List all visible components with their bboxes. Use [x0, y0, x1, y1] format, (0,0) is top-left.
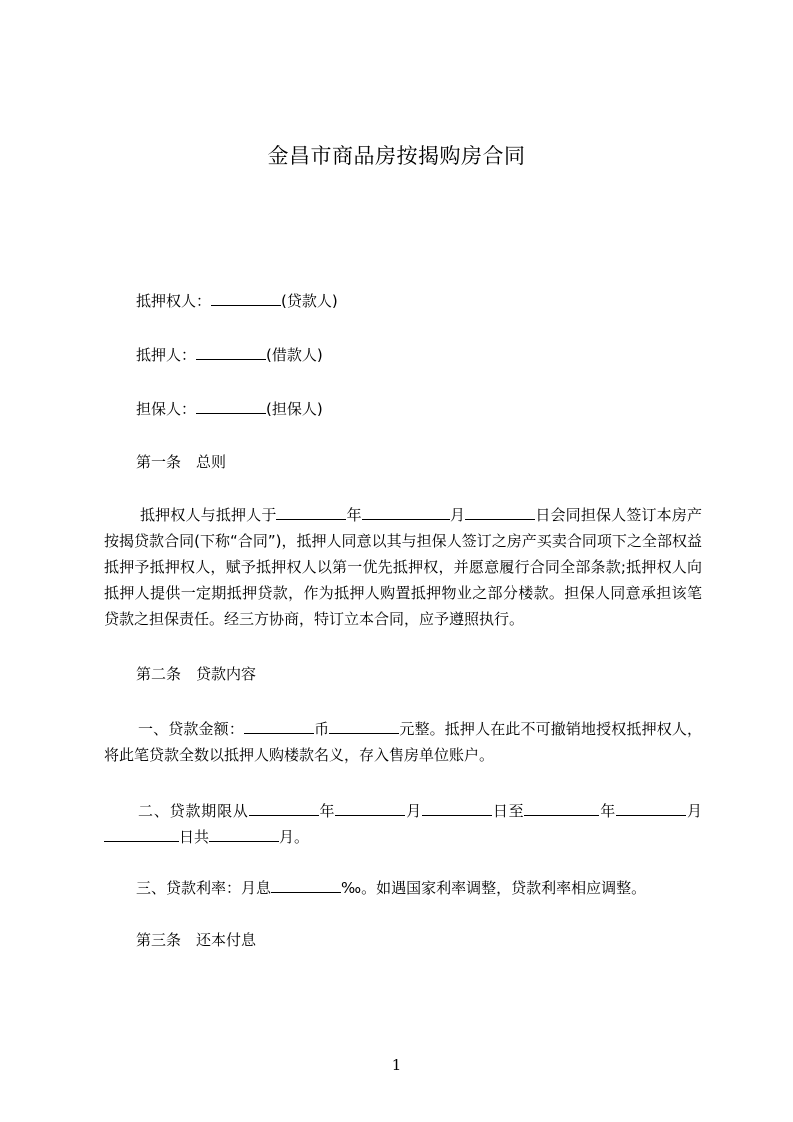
mortgagor-label: 抵押人：: [136, 346, 197, 364]
article2-item2: [104, 798, 702, 850]
article2-heading: 第二条 贷款内容: [136, 665, 257, 683]
amount-blank: [329, 718, 399, 734]
term-month-label: 月: [405, 802, 423, 820]
loan-amount-text: 元整。抵押人在此不可撤销地授权抵押权人，将此笔贷款全数以抵押人购楼款名义，存入售房单位账户。: [104, 720, 702, 764]
date-blank-day: [465, 504, 535, 520]
currency-blank: [244, 718, 314, 734]
page-number: 1: [391, 1056, 402, 1074]
article2-item3: [136, 877, 646, 898]
currency-label: 币: [313, 720, 330, 738]
article2-item1: [104, 716, 702, 768]
document-title: 金昌市商品房按揭购房合同: [267, 144, 526, 168]
term-to-label: 日至: [492, 802, 525, 820]
mortgagee-role: (贷款人): [281, 292, 338, 310]
party-mortgagor: [136, 344, 323, 365]
term-end-day-blank: [104, 826, 179, 842]
term-total-label: 日共: [179, 828, 210, 846]
term-start-day-blank: [422, 800, 492, 816]
mortgagee-blank: [211, 290, 281, 306]
date-blank-month: [362, 504, 450, 520]
loan-term-label: 二、贷款期限从: [138, 802, 249, 820]
party-guarantor: [136, 398, 323, 419]
interest-rate-blank: [271, 877, 341, 893]
term-start-year-blank: [249, 800, 319, 816]
article1-text-start: 抵押权人与抵押人于: [140, 506, 277, 524]
mortgagor-role: (借款人): [266, 346, 323, 364]
party-mortgagee: [136, 290, 338, 311]
guarantor-label: 担保人：: [136, 400, 197, 418]
term-total-month-label: 月。: [279, 828, 310, 846]
article1-heading: 第一条 总则: [136, 453, 227, 471]
mortgagee-label: 抵押权人：: [136, 292, 212, 310]
date-blank-year: [276, 504, 346, 520]
term-start-month-blank: [335, 800, 405, 816]
loan-amount-label: 一、贷款金额：: [138, 720, 244, 738]
article1-year: 年: [346, 506, 362, 524]
term-end-month-blank: [616, 800, 686, 816]
term-total-months-blank: [209, 826, 279, 842]
article1-paragraph: [104, 502, 702, 632]
term-end-year-blank: [524, 800, 599, 816]
article1-month: 月: [449, 506, 466, 524]
article1-text-rest: 日会同担保人签订本房产按揭贷款合同(下称“合同”)，抵押人同意以其与担保人签订之房产买卖合同项下之全部权益抵押予抵押权人，赋予抵押权人以第一优先抵押权，并愿意履行合同全部条款;抵押权人向抵押人提供一定期抵押贷款，作为抵押人购置抵押物业之部分楼款。担保人同意承担该笔贷款之担保责任。经三方协商，特订立本合同，应予遵照执行。: [104, 506, 702, 628]
article3-heading: 第三条 还本付息: [136, 931, 257, 949]
interest-rate-text: ‰。如遇国家利率调整，贷款利率相应调整。: [341, 879, 647, 897]
guarantor-role: (担保人): [266, 400, 323, 418]
term-year-label: 年: [318, 802, 336, 820]
term-end-year-label: 年: [599, 802, 617, 820]
term-end-month-label: 月: [686, 802, 702, 820]
mortgagor-blank: [196, 344, 266, 360]
guarantor-blank: [196, 398, 266, 414]
interest-rate-label: 三、贷款利率：月息: [136, 879, 272, 897]
